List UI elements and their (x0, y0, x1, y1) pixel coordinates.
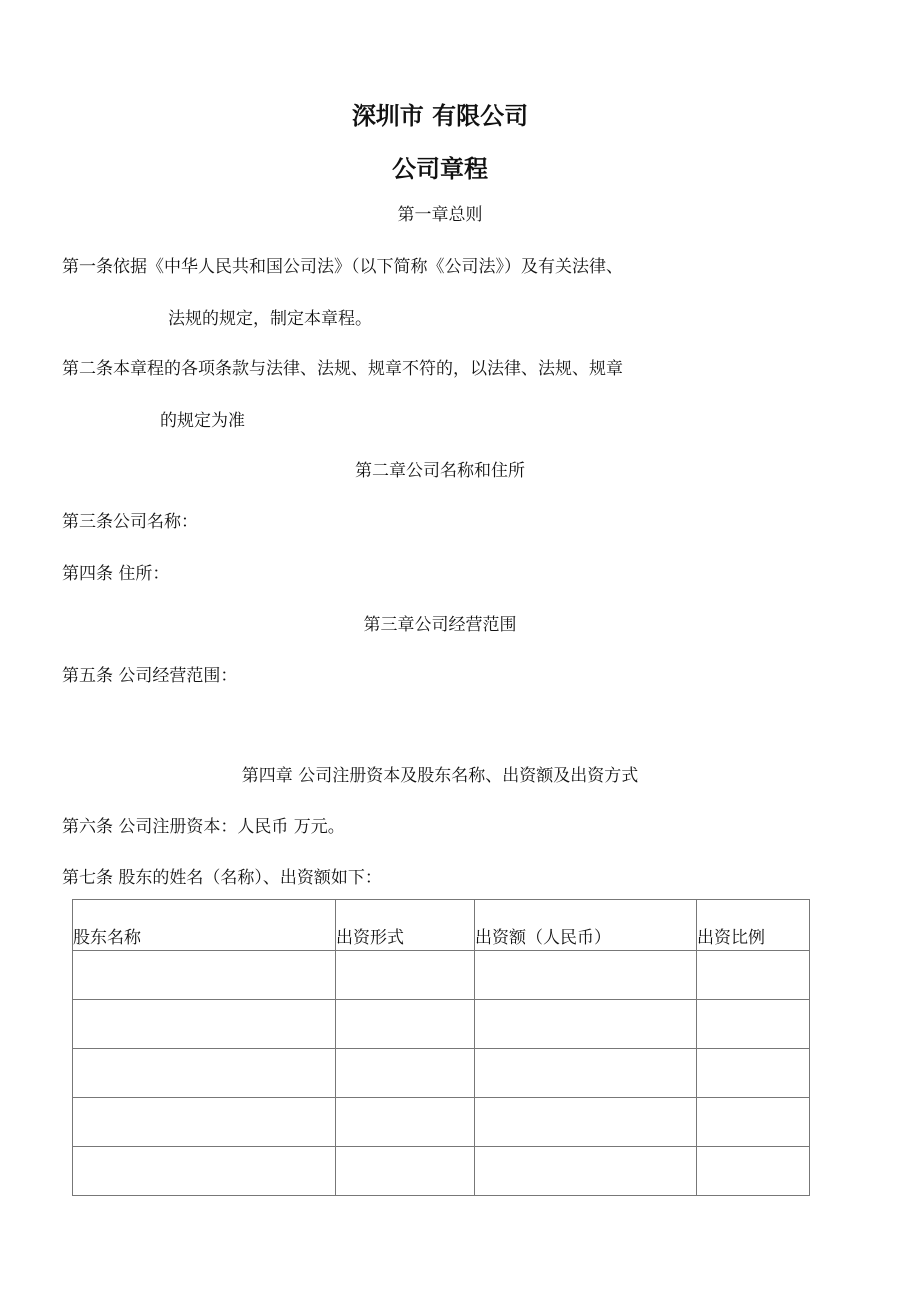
table-cell (73, 1098, 336, 1147)
table-cell (697, 1000, 810, 1049)
article-5: 第五条 公司经营范围： (62, 666, 238, 686)
article-2-line-1: 第二条本章程的各项条款与法律、法规、规章不符的，以法律、法规、规章 (62, 359, 623, 379)
chapter-4-heading: 第四章 公司注册资本及股东名称、出资额及出资方式 (241, 766, 639, 786)
table-cell (697, 1098, 810, 1147)
header-contribution-form: 出资形式 (336, 900, 475, 951)
table-row (73, 1147, 810, 1196)
table-header-row (73, 900, 810, 951)
article-2-line-2: 的规定为准 (160, 411, 245, 431)
article-3: 第三条公司名称： (62, 512, 198, 532)
table-cell (475, 1147, 697, 1196)
table-cell (336, 1000, 475, 1049)
table-cell (73, 951, 336, 1000)
article-7: 第七条 股东的姓名（名称）、出资额如下： (62, 868, 382, 888)
table-cell (73, 1147, 336, 1196)
table-cell (73, 1049, 336, 1098)
article-4: 第四条 住所： (62, 564, 170, 584)
table-cell (697, 951, 810, 1000)
chapter-1-heading: 第一章总则 (397, 205, 483, 225)
header-contribution-ratio: 出资比例 (697, 900, 810, 951)
table-cell (475, 1000, 697, 1049)
table-cell (697, 1147, 810, 1196)
shareholder-table (72, 899, 810, 1196)
header-contribution-amount: 出资额（人民币） (475, 900, 697, 951)
chapter-3-heading: 第三章公司经营范围 (363, 615, 517, 635)
table-row (73, 1049, 810, 1098)
article-1-line-1: 第一条依据《中华人民共和国公司法》（以下简称《公司法》）及有关法律、 (62, 257, 623, 277)
table-cell (697, 1049, 810, 1098)
table-cell (475, 951, 697, 1000)
table-row (73, 1000, 810, 1049)
table-cell (336, 1098, 475, 1147)
table-cell (336, 951, 475, 1000)
company-name-title: 深圳市 有限公司 (351, 101, 529, 130)
table-row (73, 951, 810, 1000)
document-title: 公司章程 (392, 154, 488, 183)
article-1-line-2: 法规的规定，制定本章程。 (168, 309, 372, 329)
header-shareholder-name: 股东名称 (73, 900, 336, 951)
table-cell (475, 1049, 697, 1098)
table-cell (336, 1147, 475, 1196)
chapter-2-heading: 第二章公司名称和住所 (355, 461, 525, 481)
table-cell (475, 1098, 697, 1147)
table-cell (73, 1000, 336, 1049)
table-cell (336, 1049, 475, 1098)
table-row (73, 1098, 810, 1147)
article-6: 第六条 公司注册资本：人民币 万元。 (62, 817, 345, 837)
